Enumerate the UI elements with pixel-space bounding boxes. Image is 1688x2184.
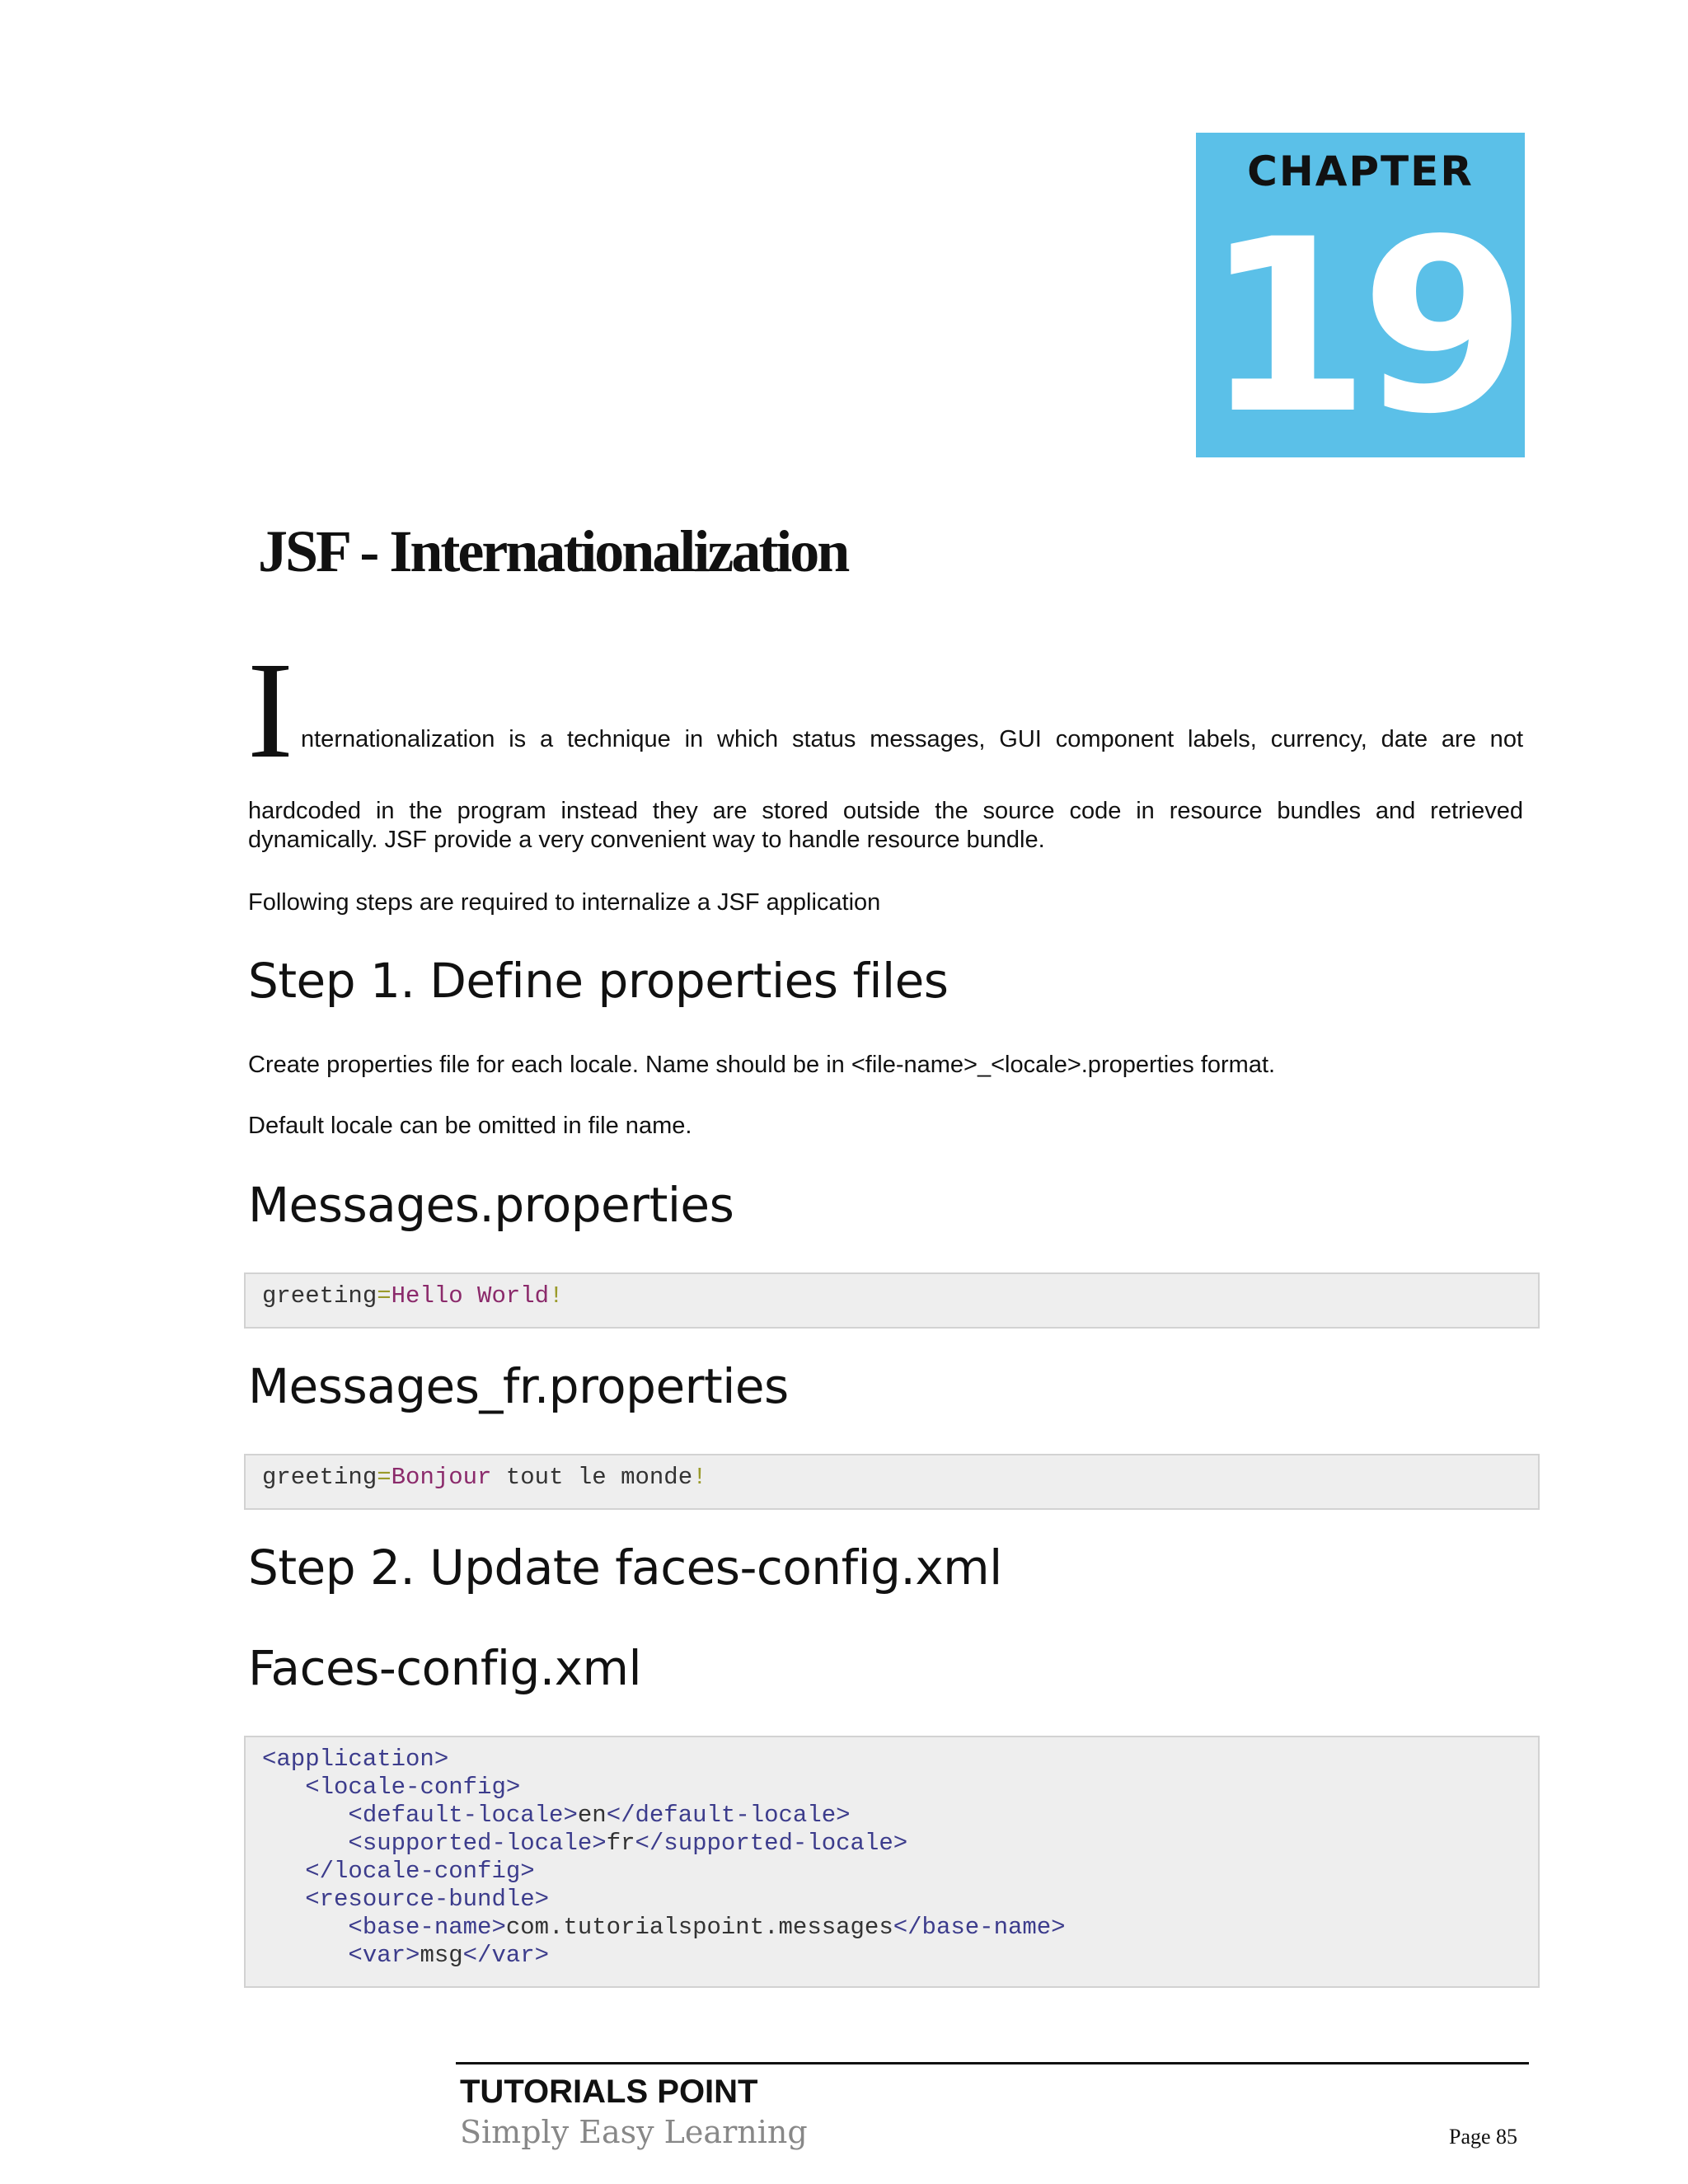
code-key: greeting (262, 1282, 377, 1310)
intro-first-line: nternationalization is a technique in which status messages, GUI component labels, currency, date are not (301, 726, 1523, 752)
step2-heading: Step 2. Update faces-config.xml (248, 1540, 1002, 1596)
page-number: Page 85 (1449, 2125, 1518, 2149)
steps-intro: Following steps are required to internalize a JSF application (248, 889, 881, 916)
intro-paragraph: hardcoded in the program instead they are stored outside the source code in resource bundles and retrieved dynamically. JSF provide a very convenient way to handle resource bundle. (248, 798, 1523, 853)
code-tag: </default-locale> (606, 1802, 851, 1829)
step1-paragraph-1: Create properties file for each locale. Name should be in <file-name>_<locale>.properties format. (248, 1052, 1276, 1078)
code-text: msg (420, 1942, 463, 1969)
code-operator: = (377, 1464, 392, 1491)
footer-tagline: Simply Easy Learning (460, 2114, 808, 2150)
code-tag: <resource-bundle> (305, 1886, 550, 1913)
footer-brand: TUTORIALS POINT (460, 2074, 758, 2110)
code-tag: <base-name> (348, 1914, 506, 1941)
faces-config-heading: Faces-config.xml (248, 1640, 642, 1696)
code-tag: <supported-locale> (348, 1830, 607, 1857)
code-tag: </locale-config> (305, 1858, 535, 1885)
code-text: fr (606, 1830, 635, 1857)
messages-fr-heading: Messages_fr.properties (248, 1358, 789, 1414)
code-value: Bonjour (391, 1464, 492, 1491)
code-tag: <var> (348, 1942, 420, 1969)
code-punct: ! (549, 1282, 564, 1310)
footer-divider (456, 2062, 1529, 2064)
messages-fr-code-block (244, 1454, 1540, 1510)
chapter-badge (1196, 133, 1525, 466)
code-tag: <application> (262, 1746, 449, 1773)
code-tag: </supported-locale> (635, 1830, 908, 1857)
code-tag: <locale-config> (305, 1774, 521, 1801)
messages-heading: Messages.properties (248, 1177, 734, 1233)
drop-cap: I (247, 634, 293, 787)
code-text: tout le monde (491, 1464, 693, 1491)
code-key: greeting (262, 1464, 377, 1491)
step1-heading: Step 1. Define properties files (248, 953, 949, 1009)
code-operator: = (377, 1282, 392, 1310)
code-text: en (577, 1802, 607, 1829)
code-punct: ! (692, 1464, 707, 1491)
code-tag: </base-name> (893, 1914, 1066, 1941)
messages-code-block (244, 1272, 1540, 1329)
code-tag: </var> (462, 1942, 550, 1969)
code-tag: <default-locale> (348, 1802, 578, 1829)
step1-paragraph-2: Default locale can be omitted in file name. (248, 1113, 692, 1139)
faces-config-code-block (244, 1736, 1540, 1988)
chapter-label: CHAPTER (1247, 148, 1474, 195)
code-value: Hello World (391, 1282, 550, 1310)
page-title: JSF - Internationalization (258, 518, 848, 584)
code-text: com.tutorialspoint.messages (505, 1914, 893, 1941)
chapter-number: 19 (1203, 189, 1517, 466)
